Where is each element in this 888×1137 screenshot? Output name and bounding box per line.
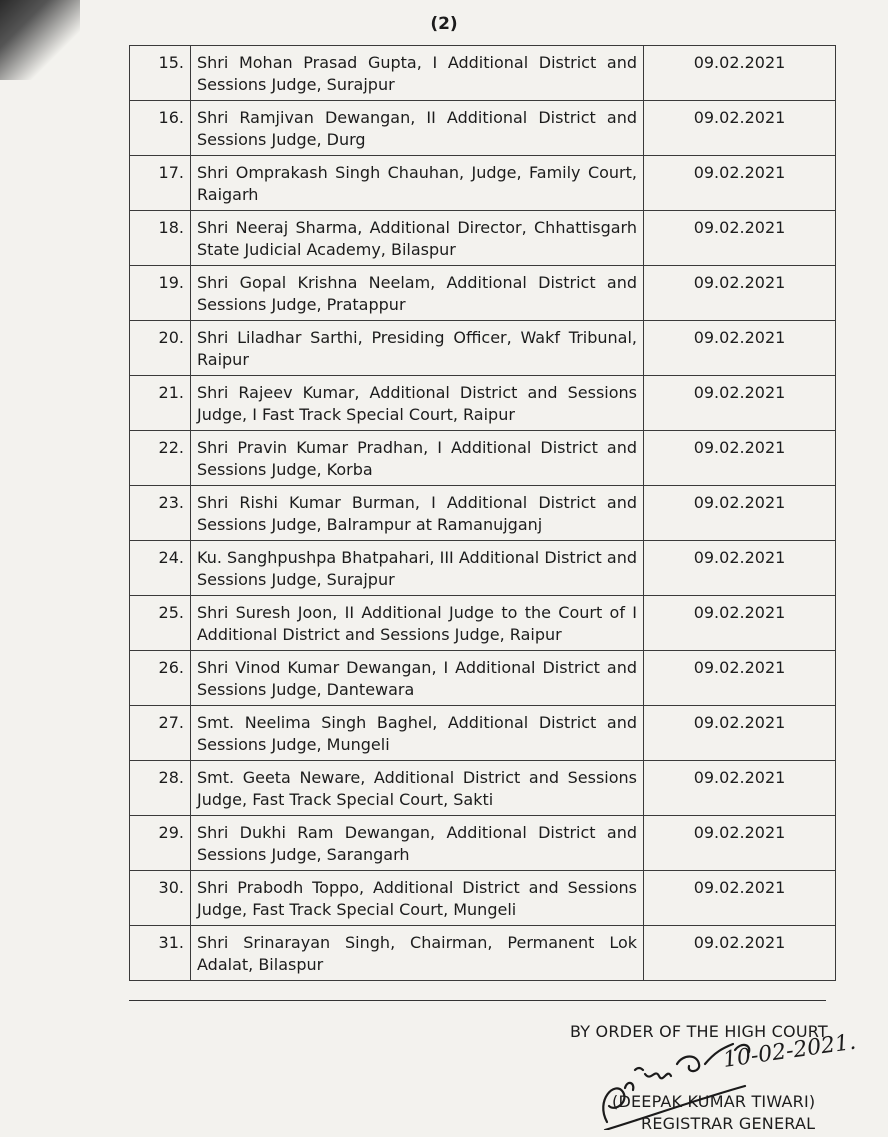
effective-date: 09.02.2021	[644, 816, 836, 871]
signature-date: 10-02-2021.	[721, 1029, 858, 1073]
row-number: 23.	[130, 486, 191, 541]
effective-date: 09.02.2021	[644, 651, 836, 706]
officer-description: Smt. Neelima Singh Baghel, Additional District and Sessions Judge, Mungeli	[191, 706, 644, 761]
by-order-line: BY ORDER OF THE HIGH COURT	[570, 1022, 828, 1041]
row-number: 31.	[130, 926, 191, 981]
officer-description: Shri Prabodh Toppo, Additional District and Sessions Judge, Fast Track Special Court, Mungeli	[191, 871, 644, 926]
table-body	[130, 46, 836, 981]
row-number: 18.	[130, 211, 191, 266]
table-row	[130, 376, 836, 431]
officer-description: Shri Gopal Krishna Neelam, Additional District and Sessions Judge, Pratappur	[191, 266, 644, 321]
effective-date: 09.02.2021	[644, 541, 836, 596]
row-number: 25.	[130, 596, 191, 651]
effective-date: 09.02.2021	[644, 46, 836, 101]
officer-title: REGISTRAR GENERAL	[641, 1114, 816, 1133]
effective-date: 09.02.2021	[644, 101, 836, 156]
officer-description: Shri Mohan Prasad Gupta, I Additional District and Sessions Judge, Surajpur	[191, 46, 644, 101]
effective-date: 09.02.2021	[644, 431, 836, 486]
row-number: 15.	[130, 46, 191, 101]
table-row	[130, 211, 836, 266]
table-row	[130, 651, 836, 706]
table-row	[130, 266, 836, 321]
row-number: 30.	[130, 871, 191, 926]
effective-date: 09.02.2021	[644, 706, 836, 761]
table-row	[130, 156, 836, 211]
row-number: 17.	[130, 156, 191, 211]
officer-description: Shri Pravin Kumar Pradhan, I Additional District and Sessions Judge, Korba	[191, 431, 644, 486]
scan-edge-shadow	[0, 0, 80, 80]
table-row	[130, 321, 836, 376]
table-row	[130, 486, 836, 541]
officer-description: Shri Dukhi Ram Dewangan, Additional District and Sessions Judge, Sarangarh	[191, 816, 644, 871]
officer-name: (DEEPAK KUMAR TIWARI)	[612, 1092, 816, 1111]
officer-description: Shri Suresh Joon, II Additional Judge to the Court of I Additional District and Sessions Judge, Raipur	[191, 596, 644, 651]
officer-description: Shri Vinod Kumar Dewangan, I Additional District and Sessions Judge, Dantewara	[191, 651, 644, 706]
effective-date: 09.02.2021	[644, 266, 836, 321]
table-row	[130, 46, 836, 101]
effective-date: 09.02.2021	[644, 156, 836, 211]
officer-description: Shri Ramjivan Dewangan, II Additional District and Sessions Judge, Durg	[191, 101, 644, 156]
table-row	[130, 706, 836, 761]
officer-description: Ku. Sanghpushpa Bhatpahari, III Additional District and Sessions Judge, Surajpur	[191, 541, 644, 596]
row-number: 26.	[130, 651, 191, 706]
effective-date: 09.02.2021	[644, 211, 836, 266]
row-number: 24.	[130, 541, 191, 596]
effective-date: 09.02.2021	[644, 376, 836, 431]
effective-date: 09.02.2021	[644, 761, 836, 816]
table-row	[130, 871, 836, 926]
officer-description: Smt. Geeta Neware, Additional District and Sessions Judge, Fast Track Special Court, Sakti	[191, 761, 644, 816]
row-number: 28.	[130, 761, 191, 816]
row-number: 16.	[130, 101, 191, 156]
row-number: 22.	[130, 431, 191, 486]
table-row	[130, 761, 836, 816]
effective-date: 09.02.2021	[644, 596, 836, 651]
row-number: 19.	[130, 266, 191, 321]
officer-description: Shri Neeraj Sharma, Additional Director, Chhattisgarh State Judicial Academy, Bilaspur	[191, 211, 644, 266]
officer-description: Shri Rajeev Kumar, Additional District and Sessions Judge, I Fast Track Special Court, Raipur	[191, 376, 644, 431]
table-row	[130, 816, 836, 871]
page-number: (2)	[430, 14, 458, 34]
row-number: 27.	[130, 706, 191, 761]
row-number: 29.	[130, 816, 191, 871]
effective-date: 09.02.2021	[644, 871, 836, 926]
table-row	[130, 541, 836, 596]
table-row	[130, 431, 836, 486]
table-row	[130, 596, 836, 651]
table-row	[130, 101, 836, 156]
officer-description: Shri Liladhar Sarthi, Presiding Officer, Wakf Tribunal, Raipur	[191, 321, 644, 376]
table-row	[130, 926, 836, 981]
transfer-order-table	[129, 45, 836, 981]
row-number: 20.	[130, 321, 191, 376]
officer-description: Shri Srinarayan Singh, Chairman, Permanent Lok Adalat, Bilaspur	[191, 926, 644, 981]
footer-divider	[129, 1000, 826, 1001]
effective-date: 09.02.2021	[644, 321, 836, 376]
officer-description: Shri Rishi Kumar Burman, I Additional District and Sessions Judge, Balrampur at Ramanujganj	[191, 486, 644, 541]
officer-description: Shri Omprakash Singh Chauhan, Judge, Family Court, Raigarh	[191, 156, 644, 211]
effective-date: 09.02.2021	[644, 926, 836, 981]
row-number: 21.	[130, 376, 191, 431]
effective-date: 09.02.2021	[644, 486, 836, 541]
